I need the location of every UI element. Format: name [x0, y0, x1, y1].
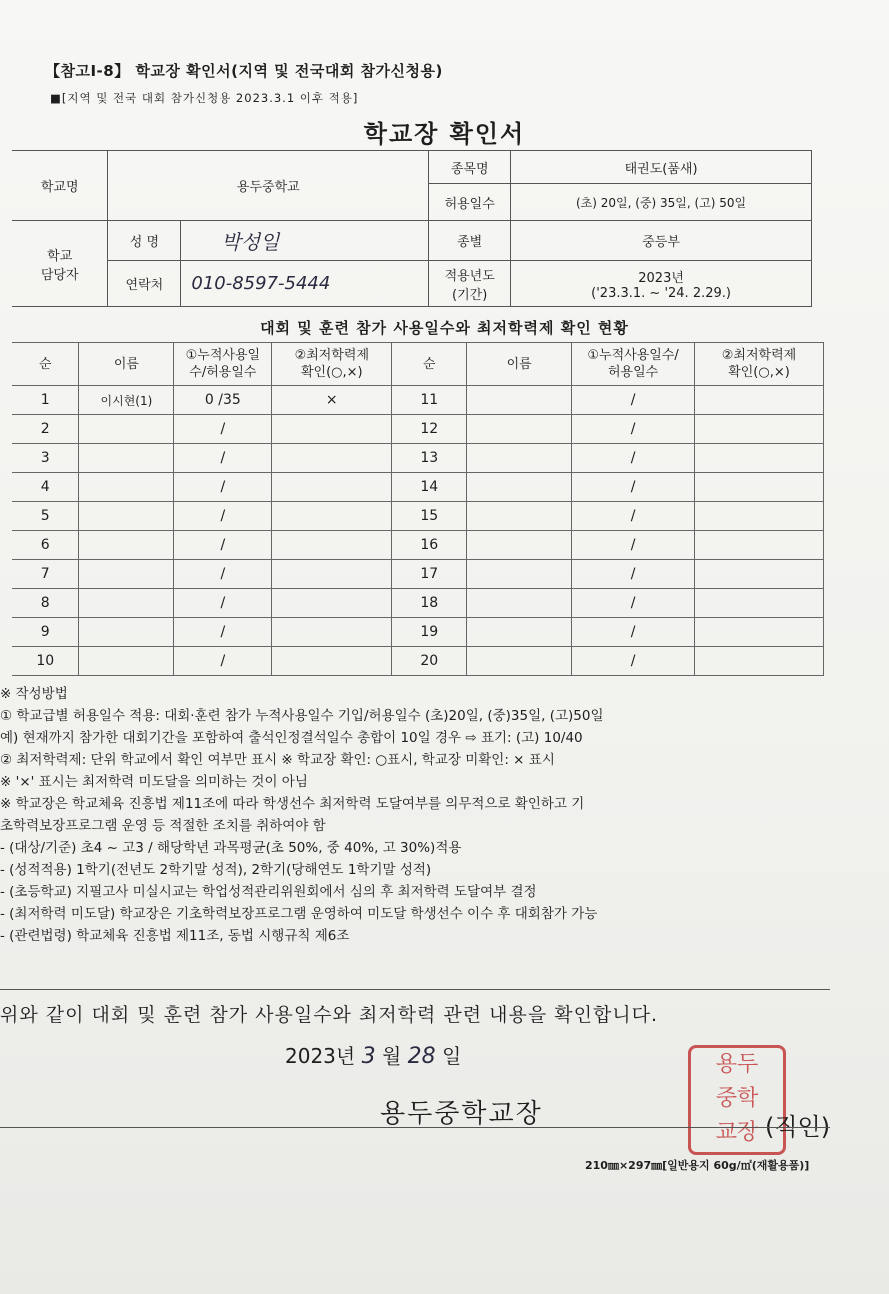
row-acad-right — [695, 647, 824, 676]
row-acad-left: × — [272, 386, 392, 415]
row-name-left — [79, 473, 174, 502]
table-row — [12, 502, 824, 531]
row-no-right: 11 — [392, 386, 467, 415]
row-no-right: 15 — [392, 502, 467, 531]
row-acad-right — [695, 618, 824, 647]
row-no-right: 17 — [392, 560, 467, 589]
row-no-left: 6 — [12, 531, 79, 560]
row-acad-left — [272, 647, 392, 676]
row-days-right: / — [572, 415, 695, 444]
header-days-right-line2: 허용일수 — [607, 365, 659, 380]
year-label-line2: (기간) — [452, 287, 488, 303]
reference-title: 【참고Ⅰ-8】 학교장 확인서(지역 및 전국대회 참가신청용) — [45, 62, 443, 80]
contact-label: 연락처 — [108, 261, 181, 307]
row-no-right: 16 — [392, 531, 467, 560]
row-name-right — [467, 531, 572, 560]
row-days-right: / — [572, 618, 695, 647]
row-days-right: / — [572, 473, 695, 502]
year-value: 2023년 — [638, 270, 684, 286]
row-days-left: / — [174, 589, 272, 618]
header-no: 순 — [12, 343, 79, 386]
row-acad-right — [695, 415, 824, 444]
row-name-right — [467, 589, 572, 618]
row-acad-right — [695, 473, 824, 502]
row-acad-right — [695, 531, 824, 560]
row-name-left — [79, 502, 174, 531]
table-row — [12, 531, 824, 560]
row-name-right — [467, 444, 572, 473]
row-no-left: 4 — [12, 473, 79, 502]
header-days-line2: 수/허용일수 — [189, 365, 257, 380]
header-name: 이름 — [79, 343, 174, 386]
row-days-right: / — [572, 589, 695, 618]
row-days-right: / — [572, 560, 695, 589]
official-seal-stamp: 용두 중학 교장 — [688, 1045, 786, 1155]
row-acad-left — [272, 415, 392, 444]
row-name-right — [467, 473, 572, 502]
instructions — [0, 683, 889, 947]
row-no-left: 3 — [12, 444, 79, 473]
instruction-line: - (초등학교) 지필고사 미실시교는 학업성적관리위원회에서 심의 후 최저학력 도달여부 결정 — [0, 884, 537, 900]
row-acad-left — [272, 531, 392, 560]
row-days-left: / — [174, 531, 272, 560]
row-no-left: 1 — [12, 386, 79, 415]
header-days-right — [572, 343, 695, 386]
row-acad-right — [695, 444, 824, 473]
signature-date — [285, 1040, 461, 1069]
row-name-left — [79, 589, 174, 618]
row-days-left: 0 /35 — [174, 386, 272, 415]
row-days-left: / — [174, 560, 272, 589]
instruction-line: ※ 학교장은 학교체육 진흥법 제11조에 따라 학생선수 최저학력 도달여부를 의무적으로 확인하고 기 — [0, 796, 585, 812]
contact-value: 010-8597-5444 — [181, 261, 429, 307]
row-days-left: / — [174, 502, 272, 531]
header-acad-line1: ②최저학력제 — [294, 348, 370, 363]
year-label-line1: 적용년도 — [444, 268, 495, 284]
header-acad-right — [695, 343, 824, 386]
table-row — [12, 386, 824, 415]
bottom-divider-line — [0, 1127, 830, 1128]
date-month: 3 — [361, 1044, 376, 1069]
row-name-left — [79, 618, 174, 647]
instruction-line: - (관련법령) 학교체육 진흥법 제11조, 동법 시행규칙 제6조 — [0, 928, 350, 944]
school-label: 학교명 — [12, 151, 108, 221]
row-no-right: 12 — [392, 415, 467, 444]
participation-table — [12, 342, 824, 676]
section-title: 대회 및 훈련 참가 사용일수와 최저학력제 확인 현황 — [260, 319, 629, 337]
seal-label: (직인) — [765, 1113, 831, 1141]
row-name-left — [79, 444, 174, 473]
row-acad-left — [272, 589, 392, 618]
row-days-left: / — [174, 618, 272, 647]
table-row — [12, 618, 824, 647]
row-acad-right — [695, 502, 824, 531]
reference-subtitle: ■[지역 및 전국 대회 참가신청용 2023.3.1 이후 적용] — [50, 91, 359, 105]
school-info-table — [12, 150, 812, 307]
instruction-line: ※ '×' 표시는 최저학력 미도달을 의미하는 것이 아님 — [0, 774, 308, 790]
row-days-left: / — [174, 444, 272, 473]
row-name-left — [79, 647, 174, 676]
confirmation-statement: 위와 같이 대회 및 훈련 참가 사용일수와 최저학력 관련 내용을 확인합니다. — [0, 1004, 659, 1026]
row-no-left: 10 — [12, 647, 79, 676]
row-acad-left — [272, 444, 392, 473]
header-acad-right-line1: ②최저학력제 — [721, 348, 797, 363]
school-name: 용두중학교 — [108, 151, 429, 221]
allowed-days-value: (초) 20일, (중) 35일, (고) 50일 — [511, 184, 812, 221]
period-value: ('23.3.1. ~ '24. 2.29.) — [591, 285, 731, 301]
header-acad — [272, 343, 392, 386]
staff-label-line2: 담당자 — [40, 267, 79, 283]
name-value: 박성일 — [181, 221, 429, 261]
row-acad-left — [272, 473, 392, 502]
date-day: 28 — [407, 1044, 436, 1069]
row-acad-right — [695, 386, 824, 415]
date-year: 2023년 — [285, 1044, 356, 1068]
date-month-unit: 월 — [381, 1044, 402, 1068]
staff-label-line1: 학교 — [47, 248, 73, 264]
row-name-left: 이시현(1) — [79, 386, 174, 415]
instruction-line: ① 학교급별 허용일수 적용: 대회·훈련 참가 누적사용일수 기입/허용일수 (초)20일, (중)35일, (고)50일 — [0, 708, 604, 724]
row-name-right — [467, 415, 572, 444]
row-days-right: / — [572, 386, 695, 415]
row-name-right — [467, 618, 572, 647]
row-name-right — [467, 647, 572, 676]
instruction-line: 초학력보장프로그램 운영 등 적절한 조치를 취하여야 함 — [0, 818, 326, 834]
row-days-left: / — [174, 473, 272, 502]
row-no-left: 8 — [12, 589, 79, 618]
row-acad-right — [695, 560, 824, 589]
instruction-line: - (대상/기준) 초4 ~ 고3 / 해당학년 과목평균(초 50%, 중 40%, 고 30%)적용 — [0, 840, 462, 856]
row-days-right: / — [572, 502, 695, 531]
header-days — [174, 343, 272, 386]
table-row — [12, 444, 824, 473]
row-days-left: / — [174, 415, 272, 444]
row-no-right: 19 — [392, 618, 467, 647]
row-days-right: / — [572, 647, 695, 676]
event-label: 종목명 — [429, 151, 511, 184]
table-row — [12, 647, 824, 676]
row-days-right: / — [572, 531, 695, 560]
header-days-right-line1: ①누적사용일수/ — [587, 348, 679, 363]
row-days-left: / — [174, 647, 272, 676]
staff-label — [12, 221, 108, 307]
row-acad-left — [272, 618, 392, 647]
division-value: 중등부 — [511, 221, 812, 261]
row-no-left: 9 — [12, 618, 79, 647]
table-row — [12, 560, 824, 589]
table-row — [12, 589, 824, 618]
row-no-left: 2 — [12, 415, 79, 444]
divider-line — [0, 989, 830, 990]
row-no-left: 7 — [12, 560, 79, 589]
row-no-right: 20 — [392, 647, 467, 676]
instruction-line: - (성적적용) 1학기(전년도 2학기말 성적), 2학기(당해연도 1학기말 성적) — [0, 862, 432, 878]
row-acad-right — [695, 589, 824, 618]
event-value: 태권도(품새) — [511, 151, 812, 184]
header-name-right: 이름 — [467, 343, 572, 386]
header-no-right: 순 — [392, 343, 467, 386]
row-no-left: 5 — [12, 502, 79, 531]
instruction-line: - (최저학력 미도달) 학교장은 기초학력보장프로그램 운영하여 미도달 학생선수 이수 후 대회참가 가능 — [0, 906, 598, 922]
row-name-left — [79, 531, 174, 560]
principal-title: 용두중학교장 — [380, 1099, 543, 1129]
header-days-line1: ①누적사용일 — [185, 348, 261, 363]
allowed-days-label: 허용일수 — [429, 184, 511, 221]
instruction-line: ※ 작성방법 — [0, 686, 68, 702]
row-name-left — [79, 560, 174, 589]
row-name-right — [467, 386, 572, 415]
instruction-line: ② 최저학력제: 단위 학교에서 확인 여부만 표시 ※ 학교장 확인: ○표시, 학교장 미확인: × 표시 — [0, 752, 555, 768]
row-no-right: 13 — [392, 444, 467, 473]
paper-spec: 210㎜×297㎜[일반용지 60g/㎡(재활용품)] — [585, 1159, 810, 1172]
row-name-right — [467, 560, 572, 589]
row-no-right: 14 — [392, 473, 467, 502]
table-row — [12, 473, 824, 502]
header-acad-right-line2: 확인(○,×) — [728, 365, 790, 380]
document-title: 학교장 확인서 — [363, 120, 526, 148]
header-acad-line2: 확인(○,×) — [300, 365, 363, 380]
division-label: 종별 — [429, 221, 511, 261]
name-label: 성 명 — [108, 221, 181, 261]
row-no-right: 18 — [392, 589, 467, 618]
year-cell — [511, 261, 812, 307]
row-acad-left — [272, 502, 392, 531]
row-name-right — [467, 502, 572, 531]
table-header-row — [12, 343, 824, 386]
table-row — [12, 415, 824, 444]
instruction-line: 예) 현재까지 참가한 대회기간을 포함하여 출석인정결석일수 총합이 10일 경우 ⇨ 표기: (고) 10/40 — [0, 730, 583, 746]
year-label — [429, 261, 511, 307]
row-days-right: / — [572, 444, 695, 473]
date-day-unit: 일 — [441, 1044, 462, 1068]
row-name-left — [79, 415, 174, 444]
row-acad-left — [272, 560, 392, 589]
